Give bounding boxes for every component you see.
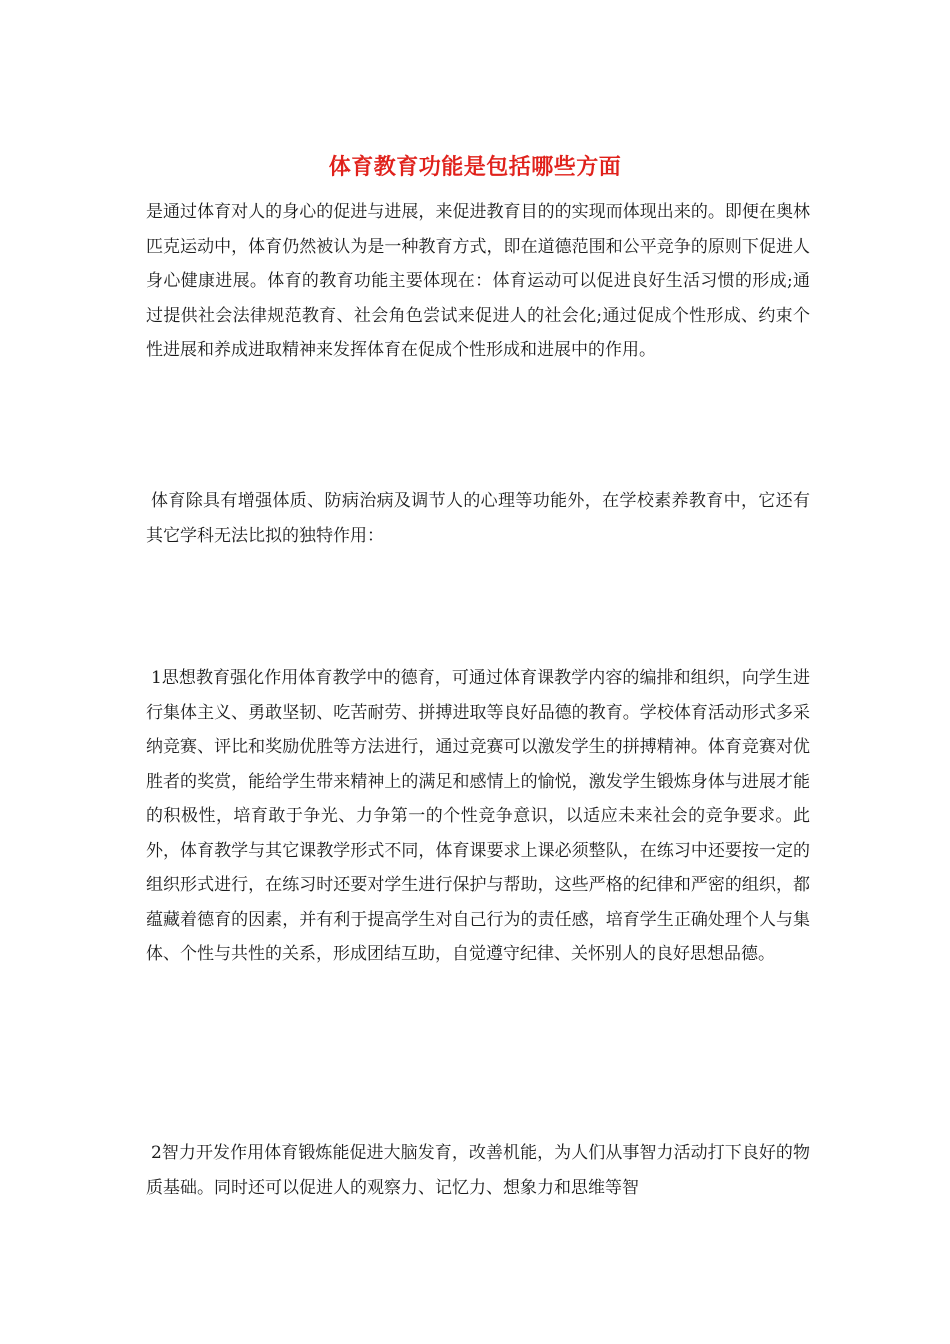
- paragraph-education-function: 是通过体育对人的身心的促进与进展，来促进教育目的的实现而体现出来的。即便在奥林匹克运动中，体育仍然被认为是一种教育方式，即在道德范围和公平竞争的原则下促进人身心健康进展。体育的教育功能主要体现在：体育运动可以促进良好生活习惯的形成;通过提供社会法律规范教育、社会角色尝试来促进人的社会化;通过促成个性形成、约束个性进展和养成进取精神来发挥体育在促成个性形成和进展中的作用。: [146, 202, 810, 360]
- paragraph-moral-education: 1思想教育强化作用体育教学中的德育，可通过体育课教学内容的编排和组织，向学生进行集体主义、勇敢坚韧、吃苦耐劳、拼搏进取等良好品德的教育。学校体育活动形式多采纳竞赛、评比和奖励优胜等方法进行，通过竞赛可以激发学生的拼搏精神。体育竞赛对优胜者的奖赏，能给学生带来精神上的满足和感情上的愉悦，激发学生锻炼身体与进展才能的积极性，培育敢于争光、力争第一的个性竞争意识，以适应未来社会的竞争要求。此外，体育教学与其它课教学形式不同，体育课要求上课必须整队，在练习中还要按一定的组织形式进行，在练习时还要对学生进行保护与帮助，这些严格的纪律和严密的组织，都蕴藏着德育的因素，并有利于提高学生对自己行为的责任感，培育学生正确处理个人与集体、个性与共性的关系，形成团结互助，自觉遵守纪律、关怀别人的良好思想品德。: [146, 668, 810, 964]
- document-title: 体育教育功能是包括哪些方面: [328, 154, 622, 180]
- paragraph-intellectual-development: 2智力开发作用体育锻炼能促进大脑发育，改善机能，为人们从事智力活动打下良好的物质基础。同时还可以促进人的观察力、记忆力、想象力和思维等智: [146, 1143, 810, 1198]
- paragraph-unique-role: 体育除具有增强体质、防病治病及调节人的心理等功能外，在学校素养教育中，它还有其它学科无法比拟的独特作用：: [146, 491, 810, 546]
